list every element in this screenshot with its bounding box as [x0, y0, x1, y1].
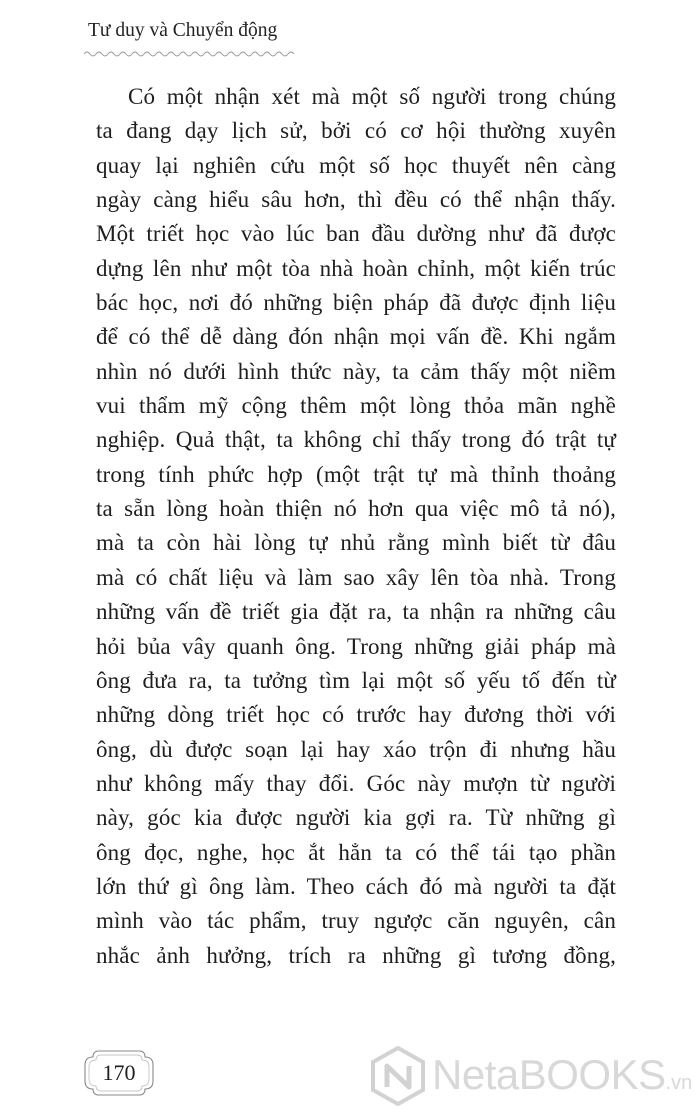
text-line: những vấn đề triết gia đặt ra, ta nhận ra những câu — [96, 599, 616, 625]
text-line: lớn thứ gì ông làm. Theo cách đó mà người ta đặt — [96, 873, 616, 899]
header-wavy-rule — [84, 50, 296, 58]
text-line: mà có chất liệu và làm sao xây lên tòa nhà. Trong — [96, 564, 616, 590]
text-line: nhắc ảnh hưởng, trích ra những gì tương đồng, — [96, 942, 616, 968]
watermark-tld: .vn — [665, 1072, 693, 1094]
text-line: ông đọc, nghe, học ắt hẳn ta có thể tái tạo phần — [96, 839, 616, 865]
body-paragraph — [96, 80, 616, 973]
text-line: ta sẵn lòng hoàn thiện nó hơn qua việc mô tả nó), — [96, 496, 616, 522]
text-line: như không mấy thay đổi. Góc này mượn từ người — [96, 770, 616, 796]
text-line: nhìn nó dưới hình thức này, ta cảm thấy một niềm — [96, 358, 616, 384]
text-line: ngày càng hiểu sâu hơn, thì đều có thể nhận thấy. — [96, 187, 616, 213]
text-line: vui thẩm mỹ cộng thêm một lòng thỏa mãn nghề — [96, 393, 616, 419]
text-line: ông đưa ra, ta tưởng tìm lại một số yếu tố đến từ — [96, 667, 616, 693]
text-line: quay lại nghiên cứu một số học thuyết nên càng — [96, 152, 616, 178]
text-line: Một triết học vào lúc ban đầu dường như đã được — [96, 221, 616, 247]
text-line: mà ta còn hài lòng tự nhủ rằng mình biết từ đâu — [96, 530, 616, 556]
text-line: ông, dù được soạn lại hay xáo trộn đi nhưng hầu — [96, 736, 616, 762]
text-line: ta đang dạy lịch sử, bởi có cơ hội thường xuyên — [96, 118, 616, 144]
text-line: Có một nhận xét mà một số người trong chúng — [128, 84, 616, 109]
text-line: mình vào tác phẩm, truy ngược căn nguyên, cân — [96, 908, 616, 934]
netabooks-logo-icon — [368, 1046, 428, 1106]
text-line: hỏi bủa vây quanh ông. Trong những giải pháp mà — [96, 633, 616, 659]
running-header-title: Tư duy và Chuyển động — [88, 20, 278, 41]
text-line: bác học, nơi đó những biện pháp đã được định liệu — [96, 290, 616, 316]
page-number: 170 — [102, 1060, 136, 1085]
text-line: trong tính phức hợp (một trật tự mà thỉnh thoảng — [96, 461, 616, 487]
text-line: để có thể dễ dàng đón nhận mọi vấn đề. Khi ngắm — [96, 324, 616, 350]
text-line: dựng lên như một tòa nhà hoàn chỉnh, một kiến trúc — [96, 255, 616, 281]
watermark-brand: NetaBOOKS — [432, 1051, 666, 1098]
text-line: nghiệp. Quả thật, ta không chỉ thấy trong đó trật tự — [96, 427, 616, 453]
text-line: những dòng triết học có trước hay đương thời với — [96, 702, 616, 728]
watermark-text — [432, 1051, 692, 1099]
netabooks-watermark — [368, 1046, 700, 1106]
page-number-badge — [83, 1049, 155, 1097]
text-line: này, góc kia được người kia gợi ra. Từ những gì — [96, 805, 616, 831]
